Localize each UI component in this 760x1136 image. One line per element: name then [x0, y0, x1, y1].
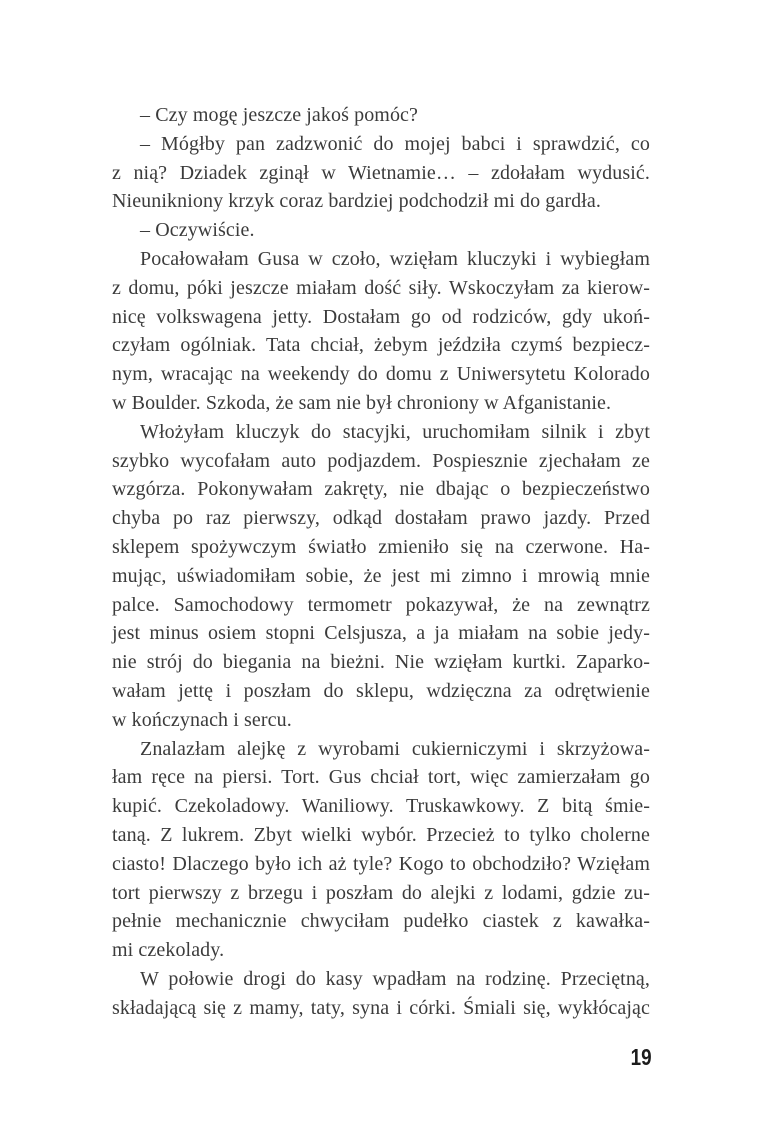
text-line: wałam jettę i poszłam do sklepu, wdzięczna za odrętwienie: [112, 679, 650, 702]
text-line: Nieunikniony krzyk coraz bardziej podchodził mi do gardła.: [112, 190, 601, 213]
text-line: W połowie drogi do kasy wpadłam na rodzinę. Przeciętną,: [140, 967, 650, 990]
text-line: kupić. Czekoladowy. Waniliowy. Truskawkowy. Z bitą śmie-: [112, 795, 650, 818]
text-line: ciasto! Dlaczego było ich aż tyle? Kogo to obchodziło? Wzięłam: [112, 852, 650, 875]
text-line: sklepem spożywczym światło zmieniło się na czerwone. Ha-: [112, 535, 650, 558]
text-line: mi czekolady.: [112, 939, 225, 962]
text-line: chyba po raz pierwszy, odkąd dostałam prawo jazdy. Przed: [112, 507, 650, 530]
page-number-value: 19: [631, 1044, 652, 1070]
text-line: z nią? Dziadek zginął w Wietnamie… – zdołałam wydusić.: [112, 161, 650, 184]
page-number: [112, 1045, 652, 1070]
body-text: [112, 101, 650, 1023]
text-line: łam ręce na piersi. Tort. Gus chciał tort, więc zamierzałam go: [112, 766, 650, 789]
text-line: pełnie mechanicznie chwyciłam pudełko ciastek z kawałka-: [112, 910, 650, 933]
text-line: Znalazłam alejkę z wyrobami cukierniczymi i skrzyżowa-: [140, 737, 650, 760]
text-line: czyłam ogólniak. Tata chciał, żebym jeździła czymś bezpiecz-: [112, 334, 650, 357]
text-line: szybko wycofałam auto podjazdem. Pospiesznie zjechałam ze: [112, 449, 650, 472]
text-line: mując, uświadomiłam sobie, że jest mi zimno i mrowią mnie: [112, 564, 650, 587]
text-line: Włożyłam kluczyk do stacyjki, uruchomiłam silnik i zbyt: [140, 420, 650, 443]
text-line: wzgórza. Pokonywałam zakręty, nie dbając o bezpieczeństwo: [112, 478, 650, 501]
text-line: jest minus osiem stopni Celsjusza, a ja miałam na sobie jedy-: [112, 622, 650, 645]
text-line: palce. Samochodowy termometr pokazywał, że na zewnątrz: [112, 593, 650, 616]
text-line: taną. Z lukrem. Zbyt wielki wybór. Przecież to tylko cholerne: [112, 823, 650, 846]
text-line: – Oczywiście.: [140, 219, 255, 242]
text-line: składającą się z mamy, taty, syna i córki. Śmiali się, wykłócając: [112, 996, 650, 1019]
text-line: Pocałowałam Gusa w czoło, wzięłam kluczyki i wybiegłam: [140, 247, 650, 270]
text-line: w Boulder. Szkoda, że sam nie był chroniony w Afganistanie.: [112, 391, 612, 414]
text-line: – Czy mogę jeszcze jakoś pomóc?: [140, 104, 419, 126]
text-line: w kończynach i sercu.: [112, 708, 292, 731]
text-line: – Mógłby pan zadzwonić do mojej babci i sprawdzić, co: [140, 132, 650, 155]
text-line: nym, wracając na weekendy do domu z Uniwersytetu Kolorado: [112, 363, 650, 386]
text-line: nie strój do biegania na bieżni. Nie wzięłam kurtki. Zaparko-: [112, 651, 650, 674]
text-line: nicę volkswagena jetty. Dostałam go od rodziców, gdy ukoń-: [112, 305, 650, 328]
text-line: z domu, póki jeszcze miałam dość siły. Wskoczyłam za kierow-: [112, 276, 650, 299]
text-line: tort pierwszy z brzegu i poszłam do alejki z lodami, gdzie zu-: [112, 881, 650, 904]
